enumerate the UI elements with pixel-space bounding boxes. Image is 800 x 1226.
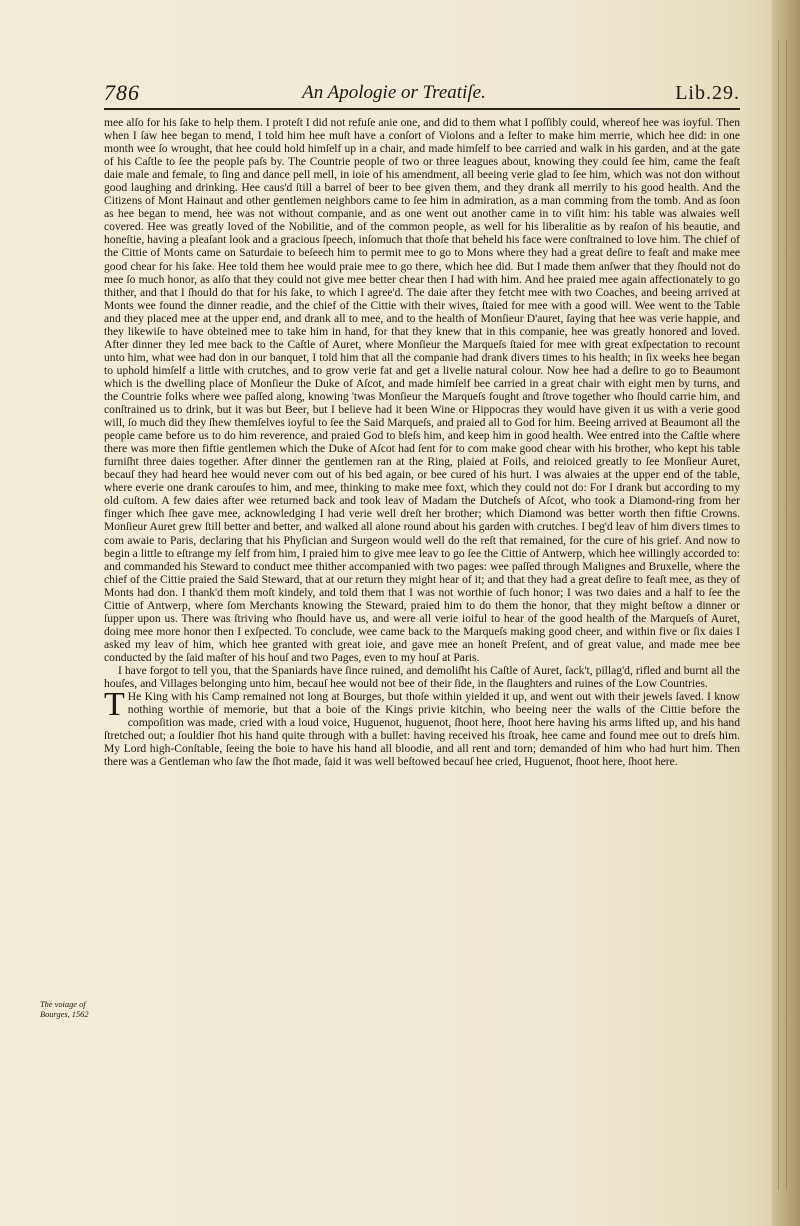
paragraph-1: mee alſo for his ſake to help them. I proteſt I did not refuſe anie one, and did to them what I poſſibly could, whereof hee was ioyful. Then when I ſaw hee began to mend, I told him hee muſt have a conſort of Violons and a Ieſter to make him merrie, which hee did: in one month wee ſo wrought, that hee could hold himſelf up in a chair, and made himſelf to bee carried and walk in his garden, and at the gate of his Caſtle to ſee the people paſs by. The Countrie people of two or three leagues about, knowing they could ſee him, came the feaſt daie male and female, to ſing and dance pell mell, in ioie of his amendment, all beeing verie glad to ſee him, which was not don without good laughing and drinking. Hee caus'd ſtill a barrel of beer to bee given them, and they drank all merrily to his good health. And the Citizens of Mont Hainaut and other gentlemen neighbors came to ſee him in admiration, as a man comming from the tomb. And as ſoon as hee began to mend, hee was not without companie, and as one went out another came in to viſit him: his table was alwaies well covered. Hee was greatly loved of the Nobilitie, and of the common people, as well for his liberalitie as by reaſon of his beautie, and honeſtie, having a pleaſant look and a gracious ſpeech, inſomuch that thoſe that beheld his face were conſtrained to love him. The chief of the Cittie of Monts came on Saturdaie to beſeech him to permit mee to go to Mons where they had a great deſire to feaſt and make mee good chear for his ſake. Hee told them hee would praie mee to go there, which hee did. But I made them anſwer that they ſhould not do mee ſo much honor, as alſo that they could not give mee better chear then I had with him. And hee praied mee again affectionately to go thither, and that I ſhould do that for his ſake, to which I agree'd. The daie after they fetcht mee with two Coaches, and beeing arrived at Monts wee found the dinner readie, and the chief of the Cittie with their wives, ſtaied for mee with a good will. Wee went to the Table and they placed mee at the upper end, and drank all to mee, and to the health of Monſieur D'auret, ſaying that hee was verie happie, and they likewiſe to have obteined mee to take him in hand, for that they knew that in this companie, hee was greatly honored and loved. After dinner they led mee back to the Caſtle of Auret, where Monſieur the Marqueſs ſtaied for mee with great exſpectation to recount unto him, what wee had don in our banquet, I told him that all the companie had drank divers times to his health; in ſix weeks hee began to uphold himſelf a little with crutches, and to grow verie fat and get a livelie natural colour. Now hee had a deſire to go to Beaumont which is the dwelling place of Monſieur the Duke of Aſcot, and made himſelf bee carried in a great chair with eight men by turns, and the Countrie folks where wee paſſed along, knowing 'twas Monſieur the Marqueſs fought and ſtrove together who ſhould carrie him, and conſtrained us to drink, but it was but Beer, but I believe had it been Wine or Hippocras they would have given it us with a verie good will, ſo much did they ſhew themſelves ioyful to ſee the Said Marqueſs, and praied all to God for him. Beeing arrived at Beaumont all the people came before us to do him reverence, and praied God to bleſs him, and keep him in good health. Wee entred into the Caſtle where there was more then fiftie gentlemen which the Duke of Aſcot had ſent for to com make good chear with his brother, who kept his table furniſht three daies together. After dinner the gentlemen ran at the Ring, plaied at Foils, and reioiced greatly to ſee Monſieur Auret, becauſ they had heard hee would never com out of his bed again, or bee cured of his hurt. I was alwaies at the upper end of the table, where everie one drank carouſes to him, and mee, thinking to make mee foxt, which they could not do: For I drank but according to my old cuſtom. A few daies after wee returned back and took leav of Madam the Dutcheſs of Aſcot, who took a Diamond-ring from her finger which ſhee gave mee, acknowledging I had verie well dreſt her brother; which Diamond was better worth then fiftie Crowns. Monſieur Auret grew ſtill better and better, and walked all alone round about his garden with crutches. I beg'd leav of him divers times to com awaie to Paris, declaring that his Phyſician and Surgeon would well do the reſt that remained, for the cure of his grief. And now to begin a little to eſtrange my ſelf from him, I praied him to give mee leav to go ſee the Cittie of Antwerp, which hee willingly accorded to: and commanded his Steward to conduct mee thither accompanied with two pages: wee paſſed through Malignes and Bruxelle, where the chief of the Cittie praied the Said Steward, that at our return they might hear of it; and that they had a great deſire to feaſt mee, as they of Monts had don. I thank'd them moſt kindely, and told them that I was not worthie of ſuch honor; I was two daies and a half to ſee the Cittie of Antwerp, where ſom Merchants knowing the Steward, praied him to do them the honor, that they might beſtow a dinner or ſupper upon us. There was ſtriving who ſhould have us, and were all verie ioiful to hear of the good health of the Marqueſs of Auret, doing mee more honor then I exſpected. To conclude, wee came back to the Marqueſs making good cheer, and within five or ſix daies I asked my leav of him, which hee granted with great ioie, and gave mee an honeſt Preſent, and of great value, and made mee bee conducted by the ſaid maſter of his houſ and two Pages, even to my houſ at Paris. (104, 116, 740, 664)
page-header (104, 78, 740, 112)
running-title: An Apologie or Treatiſe. (302, 82, 486, 103)
header-rule (104, 108, 740, 110)
paragraph-2: I have forgot to tell you, that the Spaniards have ſince ruined, and demoliſht his Caſtle of Auret, ſack't, pillag'd, rifled and burnt all the houſes, and Villages belonging unto him, becauſ hee would not bee of their ſide, in the ſlaughters and ruines of the Low Countries. (104, 663, 740, 691)
gutter-line (786, 40, 787, 1190)
page-gutter (772, 0, 800, 1226)
paragraph-3-text: He King with his Camp remained not long at Bourges, but thoſe within yielded it up, and went out with their jewels ſaved. I know nothing worthie of memorie, but that a boie of the Kings privie kitchin, who beeing neer the walls of the Cittie before the compoſition was made, cried with a loud voice, Huguenot, huguenot, ſhoot here, ſhoot here having his arms lifted up, and his hand ſtretched out; a ſouldier ſhot his hand quite through with a bullet: having received his ſtroak, hee came and found mee out to dreſs him. My Lord high-Conſtable, ſeeing the boie to have his hand all bloodie, and all rent and torn; demanded of him who had hurt him. Then there was a Gentleman who ſaw the ſhot made, ſaid it was well beſtowed becauſ hee cried, Huguenot, ſhoot here, ſhoot here. (104, 690, 740, 769)
book-label: Lib.29. (675, 82, 740, 104)
gutter-line (778, 40, 779, 1190)
margin-note: The voiage of Bourges, 1562 (40, 1000, 89, 1019)
page-number: 786 (104, 80, 140, 105)
drop-cap: T (104, 686, 125, 724)
paragraph-3 (104, 686, 740, 769)
body-text (104, 116, 740, 768)
